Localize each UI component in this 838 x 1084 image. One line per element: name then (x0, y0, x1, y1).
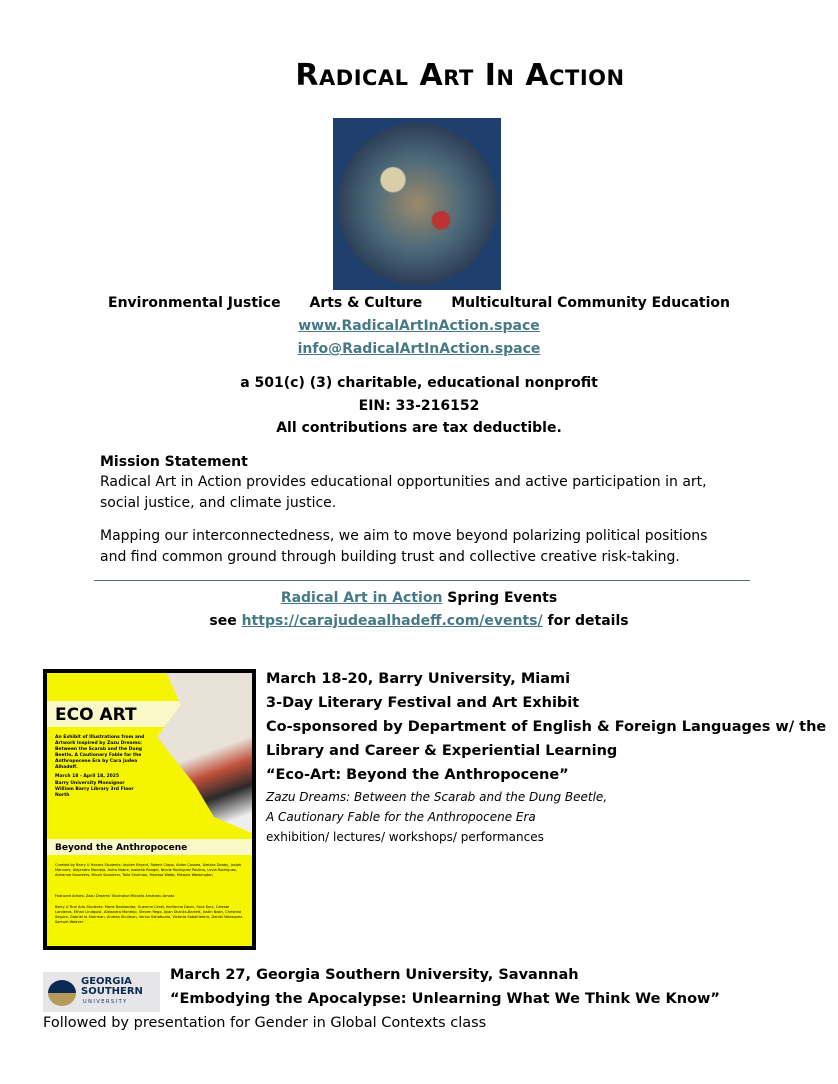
divider (94, 580, 750, 581)
poster-subtitle: Beyond the Anthropocene (55, 843, 188, 853)
events-heading (0, 590, 838, 606)
mission-heading: Mission Statement (100, 454, 248, 470)
mosaic-globe-image (333, 118, 501, 290)
logo-text: GEORGIA (81, 976, 132, 987)
eagle-icon (48, 980, 76, 1006)
poster-credits: Curated by Barry U Honors Students: Jayden Bryant, Robert Clapp, Aidan Cossea, Aleisha Dooby, Josiah Manners, Alejandro Montejo, Anita Nobre, Isabella Rangel, Nicole Rodriguez Paulino, Urvia Rodriguez, Adrianne Saunders, Micah Saunders, Talia Shulman, Marissa Webb, Mikayla Washington (55, 863, 242, 877)
logo-text: SOUTHERN (81, 986, 143, 997)
event1-line: 3-Day Literary Festival and Art Exhibit (266, 695, 580, 711)
poster-credits: Barry U Fine Arts Students: Marie Bastiandar, Guerena Cerat, Kerlianne Davis, Sara Kurz, Celeste Landeros, Ethan Lindquist, Alejandro Montejo, Steven Rego, Ayan Shanks-Barrett, Justin Nash, Christina Segura, Gabriel la Sherman, Andrea Shulman, Venus Sahabuaro, Victoria Sabahiberra, Daniel Velazquez, Samuel Weaver (55, 905, 244, 924)
poster-dates: March 18 - April 18, 2025 (55, 774, 120, 779)
event1-book: A Cautionary Fable for the Anthropocene Era (266, 810, 536, 824)
event1-book: Zazu Dreams: Between the Scarab and the Dung Beetle, (266, 790, 608, 804)
event1-line: Library and Career & Experiential Learning (266, 743, 618, 759)
see-text: see (209, 613, 242, 629)
poster-venue: Barry University Monsignor William Barry Library 3rd Floor North (55, 781, 134, 798)
tagline (0, 295, 838, 311)
events-heading-text: Spring Events (442, 590, 558, 606)
eco-art-poster (43, 669, 256, 950)
poster-description: An Exhibit of Illustrations from and Artwork Inspired by Zazu Dreams: Between the Scarab and the Dung Beetle, A Cautionary Fable for the Anthropocene Era by Cara Judea Alhadeff. (55, 735, 145, 770)
tagline-item: Arts & Culture (309, 295, 423, 311)
org-type: a 501(c) (3) charitable, educational nonprofit (240, 375, 598, 391)
poster-title: ECO ART (55, 705, 137, 725)
email-link[interactable]: info@RadicalArtInAction.space (297, 341, 541, 357)
ein: EIN: 33-216152 (358, 398, 480, 414)
tagline-item: Multicultural Community Education (451, 295, 730, 311)
page-title: Radical Art In Action (295, 58, 625, 93)
details-text: for details (542, 613, 629, 629)
event1-line: “Eco-Art: Beyond the Anthropocene” (266, 767, 569, 783)
logo-text: UNIVERSITY (83, 999, 128, 1005)
event1-line: Co-sponsored by Department of English & Foreign Languages w/ the (266, 719, 827, 735)
event1-formats: exhibition/ lectures/ workshops/ performances (266, 830, 544, 844)
georgia-southern-logo (43, 972, 160, 1012)
event1-line: March 18-20, Barry University, Miami (266, 671, 571, 687)
event2-line: “Embodying the Apocalypse: Unlearning What We Think We Know” (170, 991, 720, 1007)
poster-credits: Featured Artists: Zazu Dreams' Illustrator Micaela Amateau Amato (55, 894, 175, 898)
events-details (0, 613, 838, 629)
tagline-item: Environmental Justice (108, 295, 281, 311)
event2-note: Followed by presentation for Gender in Global Contexts class (43, 1015, 487, 1031)
face-illustration (157, 673, 252, 833)
org-link[interactable]: Radical Art in Action (280, 590, 443, 606)
event2-line: March 27, Georgia Southern University, Savannah (170, 967, 579, 983)
events-url-link[interactable]: https://carajudeaalhadeff.com/events/ (241, 613, 543, 629)
mission-paragraph: Radical Art in Action provides educational opportunities and active participation in art, social justice, and climate justice. (100, 474, 707, 511)
mission-paragraph: Mapping our interconnectedness, we aim to move beyond polarizing political positions and find common ground through building trust and collective creative risk-taking. (100, 528, 708, 565)
tax-note: All contributions are tax deductible. (276, 420, 562, 436)
website-link[interactable]: www.RadicalArtInAction.space (298, 318, 540, 334)
